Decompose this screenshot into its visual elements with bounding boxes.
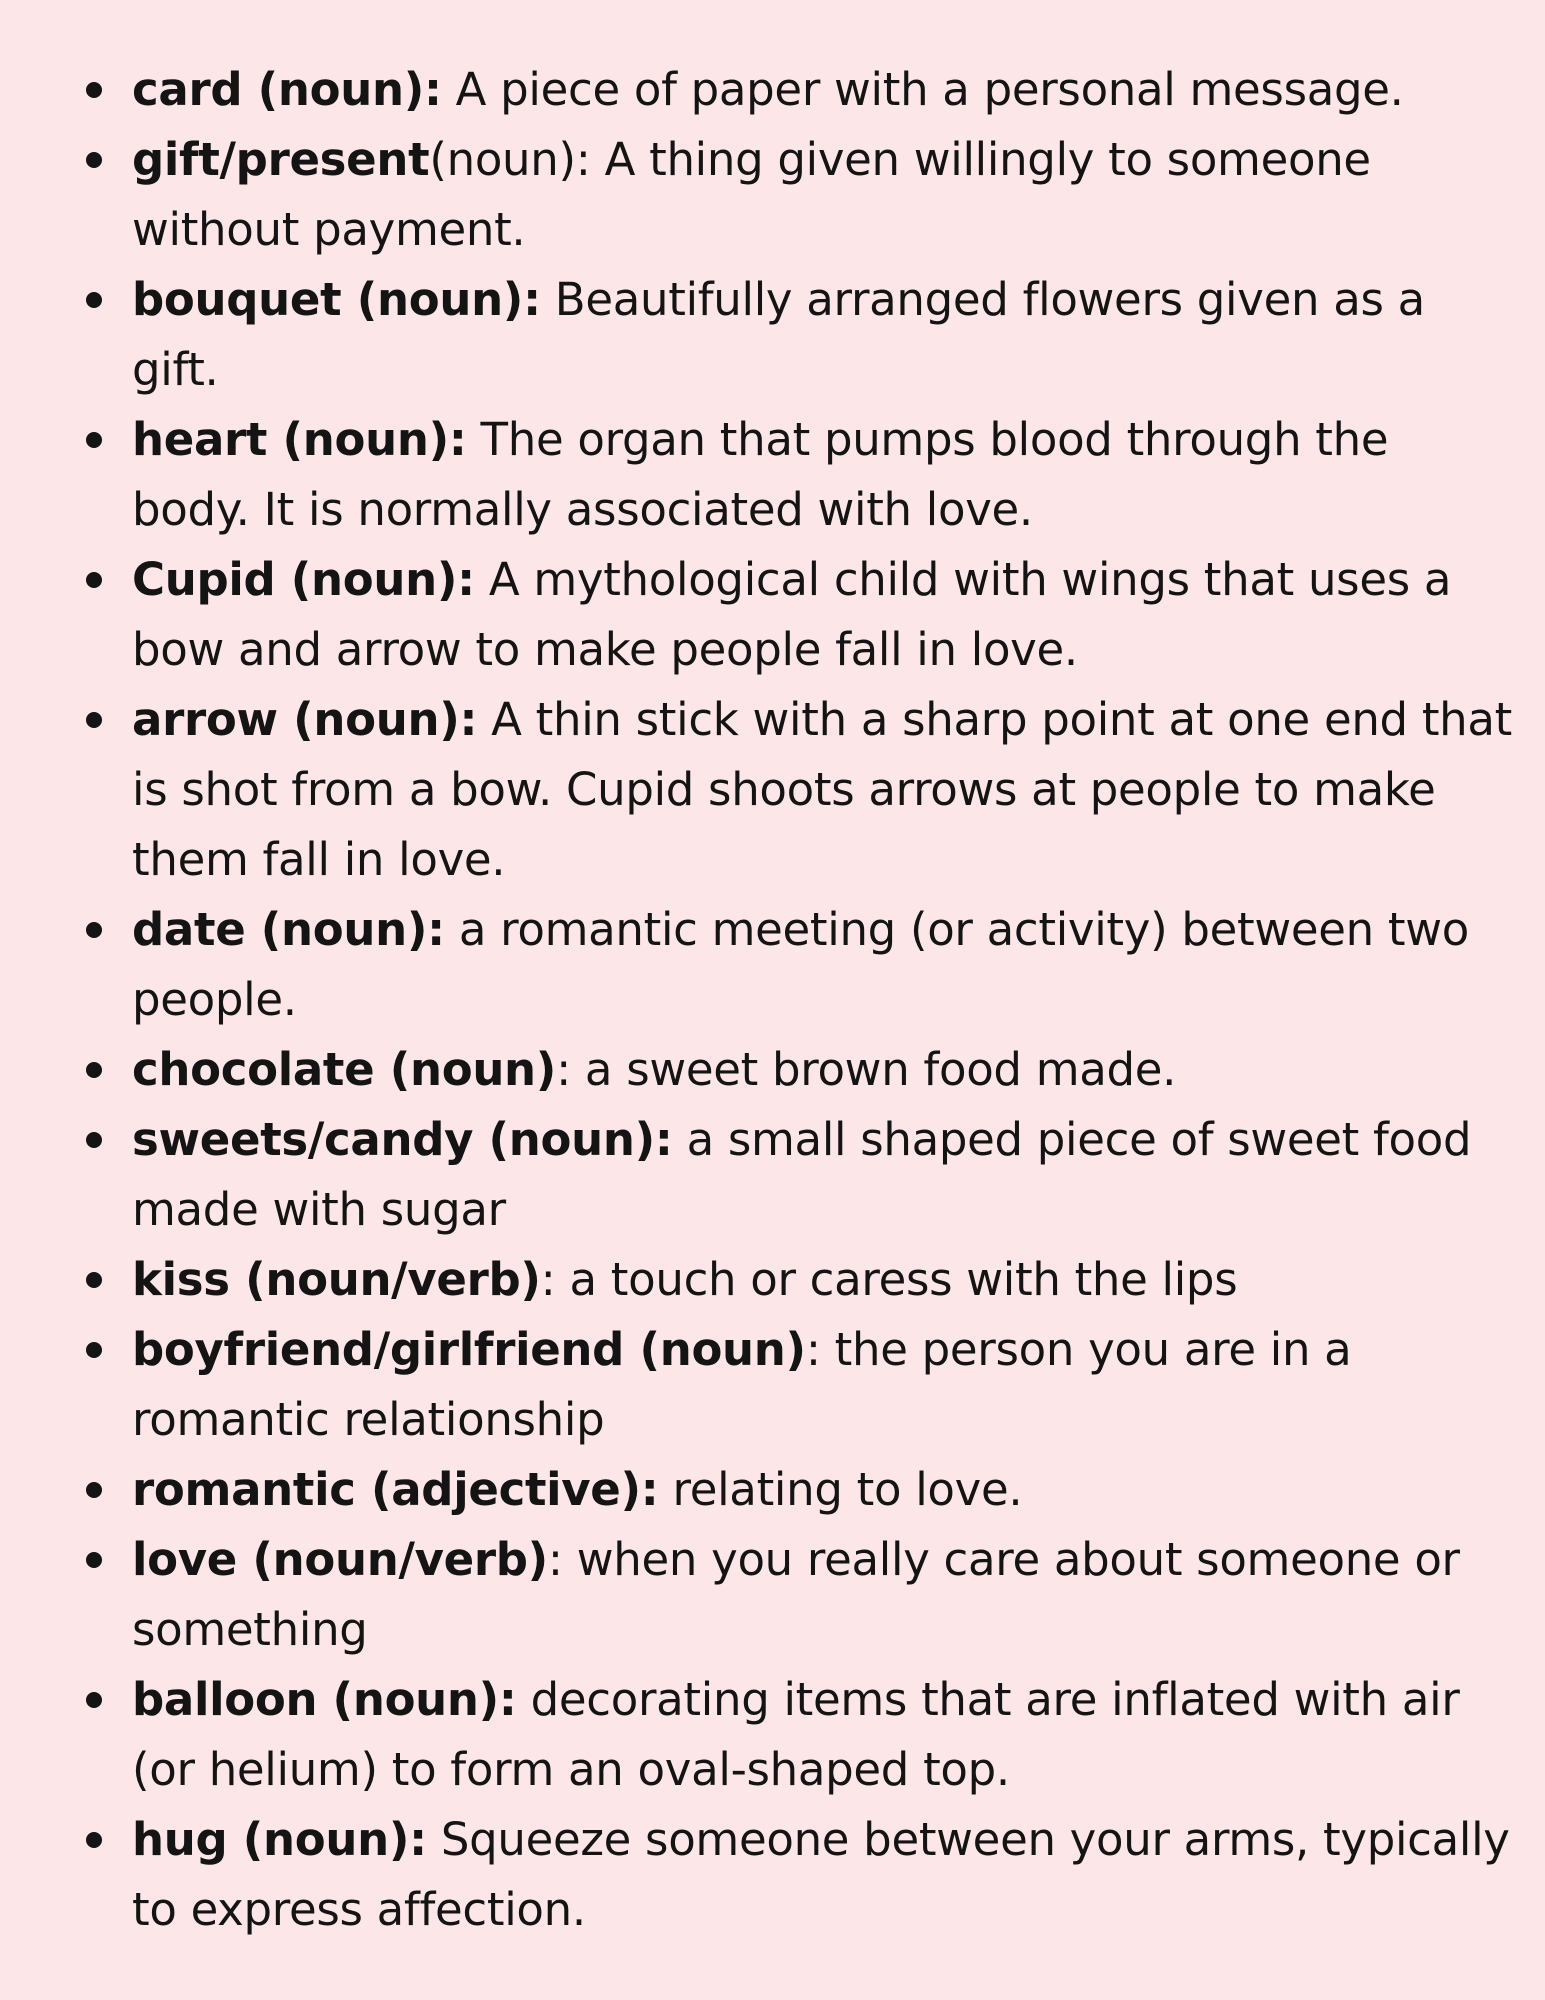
vocab-term: love (noun/verb)	[132, 1533, 548, 1586]
bullet-icon	[86, 432, 102, 448]
vocab-term: card (noun):	[132, 63, 442, 116]
vocab-item-romantic	[132, 1455, 1515, 1525]
vocab-term: arrow (noun):	[132, 693, 478, 746]
vocab-definition: (noun): A thing given willingly to someone without payment.	[132, 133, 1371, 256]
vocab-item-gift	[132, 125, 1515, 265]
vocab-term: balloon (noun):	[132, 1673, 517, 1726]
bullet-icon	[86, 1132, 102, 1148]
vocab-term: Cupid (noun):	[132, 553, 475, 606]
vocab-definition: decorating items that are inflated with air (or helium) to form an oval-shaped top.	[132, 1673, 1460, 1796]
bullet-icon	[86, 1062, 102, 1078]
vocab-term: date (noun):	[132, 903, 445, 956]
vocab-item-date	[132, 895, 1515, 1035]
vocab-item-heart	[132, 405, 1515, 545]
vocab-definition: A mythological child with wings that uses a bow and arrow to make people fall in love.	[132, 553, 1452, 676]
bullet-icon	[86, 1692, 102, 1708]
vocab-item-sweets	[132, 1105, 1515, 1245]
vocab-definition: Squeeze someone between your arms, typically to express affection.	[132, 1813, 1510, 1936]
vocab-term: kiss (noun/verb)	[132, 1253, 541, 1306]
vocab-item-balloon	[132, 1665, 1515, 1805]
vocab-term: chocolate (noun)	[132, 1043, 557, 1096]
vocab-definition: : the person you are in a romantic relationship	[132, 1323, 1352, 1446]
vocab-item-love	[132, 1525, 1515, 1665]
bullet-icon	[86, 1342, 102, 1358]
vocab-definition: Beautifully arranged flowers given as a gift.	[132, 273, 1425, 396]
vocab-item-arrow	[132, 685, 1515, 895]
bullet-icon	[86, 572, 102, 588]
vocabulary-list	[132, 55, 1515, 1945]
bullet-icon	[86, 1482, 102, 1498]
vocab-term: hug (noun):	[132, 1813, 427, 1866]
vocab-definition: The organ that pumps blood through the body. It is normally associated with love.	[132, 413, 1389, 536]
bullet-icon	[86, 1832, 102, 1848]
bullet-icon	[86, 152, 102, 168]
vocab-item-card	[132, 55, 1515, 125]
vocab-item-hug	[132, 1805, 1515, 1945]
bullet-icon	[86, 292, 102, 308]
bullet-icon	[86, 922, 102, 938]
vocab-term: bouquet (noun):	[132, 273, 541, 326]
vocab-definition: A thin stick with a sharp point at one end that is shot from a bow. Cupid shoots arrows at people to make them fall in love.	[132, 693, 1513, 886]
vocab-item-chocolate	[132, 1035, 1515, 1105]
vocab-term: boyfriend/girlfriend (noun)	[132, 1323, 806, 1376]
vocab-definition: A piece of paper with a personal message.	[441, 63, 1404, 116]
vocab-definition: a small shaped piece of sweet food made with sugar	[132, 1113, 1472, 1236]
vocab-term: romantic (adjective):	[132, 1463, 659, 1516]
vocab-definition: relating to love.	[658, 1463, 1023, 1516]
vocab-item-cupid	[132, 545, 1515, 685]
vocab-definition: : a sweet brown food made.	[556, 1043, 1177, 1096]
bullet-icon	[86, 1272, 102, 1288]
vocab-item-boyfriend-girlfriend	[132, 1315, 1515, 1455]
vocab-definition: : a touch or caress with the lips	[540, 1253, 1238, 1306]
vocab-definition: a romantic meeting (or activity) between two people.	[132, 903, 1469, 1026]
bullet-icon	[86, 82, 102, 98]
vocab-term: sweets/candy (noun):	[132, 1113, 673, 1166]
vocab-term: gift/present	[132, 133, 430, 186]
vocab-definition: : when you really care about someone or something	[132, 1533, 1460, 1656]
vocab-item-kiss	[132, 1245, 1515, 1315]
bullet-icon	[86, 1552, 102, 1568]
bullet-icon	[86, 712, 102, 728]
vocab-item-bouquet	[132, 265, 1515, 405]
vocab-term: heart (noun):	[132, 413, 467, 466]
